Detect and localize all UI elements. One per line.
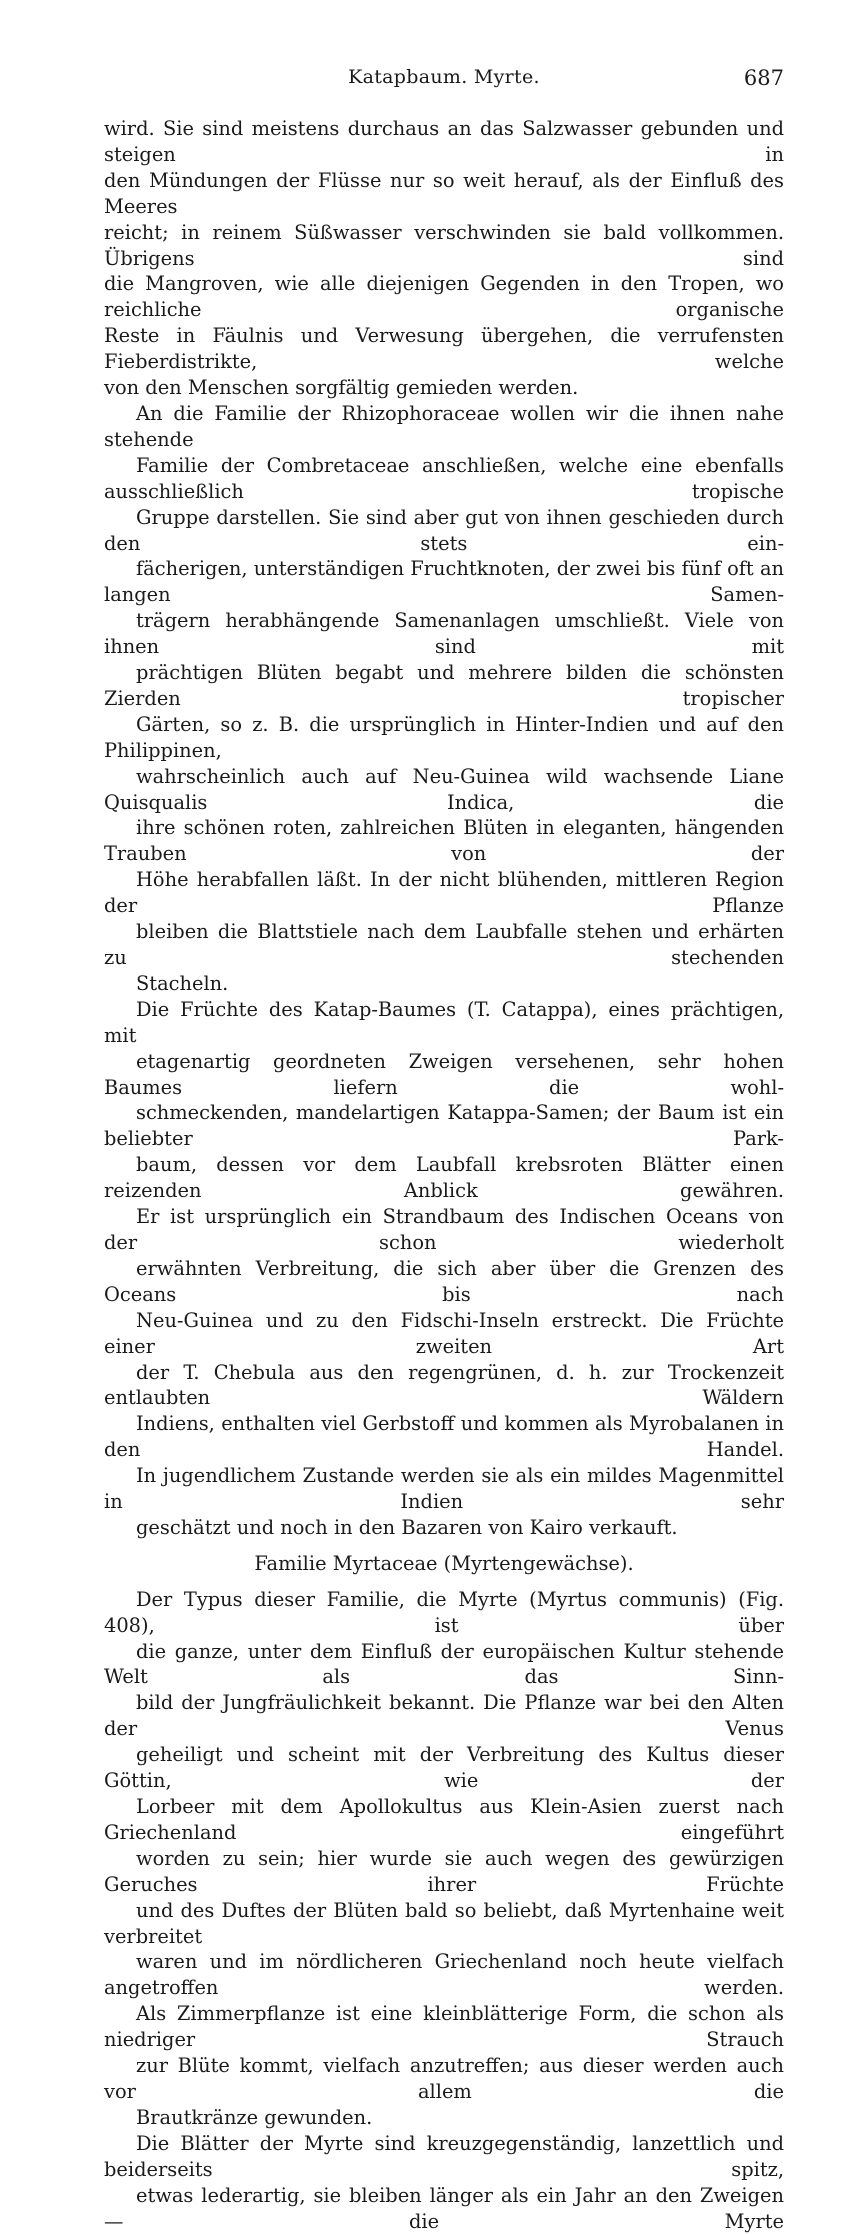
text-line: baum, dessen vor dem Laubfall krebsroten Blätter einen reizenden Anblick gewähren.	[104, 1153, 784, 1203]
text-line: wahrscheinlich auch auf Neu-Guinea wild wachsende Liane Quisqualis Indica, die	[104, 764, 784, 814]
page-number: 687	[743, 66, 784, 90]
running-head: Katapbaum. Myrte.	[348, 66, 540, 88]
text-line: der T. Chebula aus den regengrünen, d. h. zur Trockenzeit entlaubten Wäldern	[104, 1360, 784, 1410]
text-line: schmeckenden, mandelartigen Katappa-Samen; der Baum ist ein beliebter Park-	[104, 1101, 784, 1151]
text-line: An die Familie der Rhizophoraceae wollen wir die ihnen nahe stehende	[104, 401, 784, 451]
paragraph-4	[104, 1587, 784, 2131]
text-line: Reste in Fäulnis und Verwesung übergehen, die verrufensten Fieberdistrikte, welche	[104, 324, 784, 374]
paragraph-2	[104, 401, 784, 997]
text-line: trägern herabhängende Samenanlagen umschließt. Viele von ihnen sind mit	[104, 609, 784, 659]
text-line: etwas lederartig, sie bleiben länger als ein Jahr an den Zweigen — die Myrte	[104, 2183, 784, 2233]
text-line: Indiens, enthalten viel Gerbstoff und kommen als Myrobalanen in den Handel.	[104, 1412, 784, 1462]
paragraph-3	[104, 997, 784, 1541]
text-line: geheiligt und scheint mit der Verbreitung des Kultus dieser Göttin, wie der	[104, 1743, 784, 1793]
text-line: prächtigen Blüten begabt und mehrere bilden die schönsten Zierden tropischer	[104, 661, 784, 710]
text-line: Er ist ursprünglich ein Strandbaum des Indischen Oceans von der schon wiederholt	[104, 1205, 784, 1254]
text-line: reicht; in reinem Süßwasser verschwinden sie bald vollkommen. Übrigens sind	[104, 220, 784, 270]
text-line: zur Blüte kommt, vielfach anzutreffen; aus dieser werden auch vor allem die	[104, 2054, 784, 2103]
text-line: Lorbeer mit dem Apollokultus aus Klein-Asien zuerst nach Griechenland eingeführt	[104, 1795, 784, 1844]
text-line: Neu-Guinea und zu den Fidschi-Inseln erstreckt. Die Früchte einer zweiten Art	[104, 1308, 784, 1358]
text-line: erwähnten Verbreitung, die sich aber über die Grenzen des Oceans bis nach	[104, 1256, 784, 1306]
text-line: bleiben die Blattstiele nach dem Laubfalle stehen und erhärten zu stechenden	[104, 920, 784, 969]
text-line: Gärten, so z. B. die ursprünglich in Hinter-Indien und auf den Philippinen,	[104, 712, 784, 762]
paragraph-1	[104, 116, 784, 401]
text-line: Die Blätter der Myrte sind kreuzgegenständig, lanzettlich und beiderseits spitz,	[104, 2131, 784, 2181]
text-line: wird. Sie sind meistens durchaus an das Salzwasser gebunden und steigen in	[104, 117, 784, 166]
text-line: fächerigen, unterständigen Fruchtknoten, der zwei bis fünf oft an langen Samen-	[104, 557, 784, 607]
text-line: Die Früchte des Katap-Baumes (T. Catappa), eines prächtigen, mit	[104, 997, 784, 1047]
section-heading: Familie Myrtaceae (Myrtengewächse).	[254, 1551, 634, 1575]
text-line: und des Duftes der Blüten bald so beliebt, daß Myrtenhaine weit verbreitet	[104, 1898, 784, 1948]
text-line: bild der Jungfräulichkeit bekannt. Die Pflanze war bei den Alten der Venus	[104, 1691, 784, 1741]
text-line: die Mangroven, wie alle diejenigen Gegenden in den Tropen, wo reichliche organische	[104, 272, 784, 322]
text-line: den Mündungen der Flüsse nur so weit herauf, als der Einfluß des Meeres	[104, 168, 784, 218]
text-line: worden zu sein; hier wurde sie auch wegen des gewürzigen Geruches ihrer Früchte	[104, 1846, 784, 1896]
text-line: Der Typus dieser Familie, die Myrte (Myrtus communis) (Fig. 408), ist über	[104, 1587, 784, 1637]
text-line: geschätzt und noch in den Bazaren von Kairo verkauft.	[136, 1515, 678, 1539]
text-line: Stacheln.	[136, 971, 229, 995]
text-line: von den Menschen sorgfältig gemieden werden.	[104, 376, 579, 400]
text-line: Höhe herabfallen läßt. In der nicht blühenden, mittleren Region der Pflanze	[104, 868, 784, 918]
text-line: Gruppe darstellen. Sie sind aber gut von ihnen geschieden durch den stets ein-	[104, 505, 784, 555]
text-line: In jugendlichem Zustande werden sie als ein mildes Magenmittel in Indien sehr	[104, 1464, 784, 1514]
text-line: die ganze, unter dem Einfluß der europäischen Kultur stehende Welt als das Sinn-	[104, 1639, 784, 1689]
text-line: Als Zimmerpflanze ist eine kleinblätterige Form, die schon als niedriger Strauch	[104, 2002, 784, 2052]
page-body	[104, 116, 784, 2234]
text-line: Brautkränze gewunden.	[136, 2105, 373, 2129]
text-line: ihre schönen roten, zahlreichen Blüten in eleganten, hängenden Trauben von der	[104, 816, 784, 866]
page-header	[104, 66, 784, 106]
text-line: Familie der Combretaceae anschließen, welche eine ebenfalls ausschließlich tropische	[104, 453, 784, 503]
text-line: waren und im nördlicheren Griechenland noch heute vielfach angetroffen werden.	[104, 1950, 784, 2000]
text-line: etagenartig geordneten Zweigen versehenen, sehr hohen Baumes liefern die wohl-	[104, 1049, 784, 1099]
paragraph-5	[104, 2131, 784, 2234]
